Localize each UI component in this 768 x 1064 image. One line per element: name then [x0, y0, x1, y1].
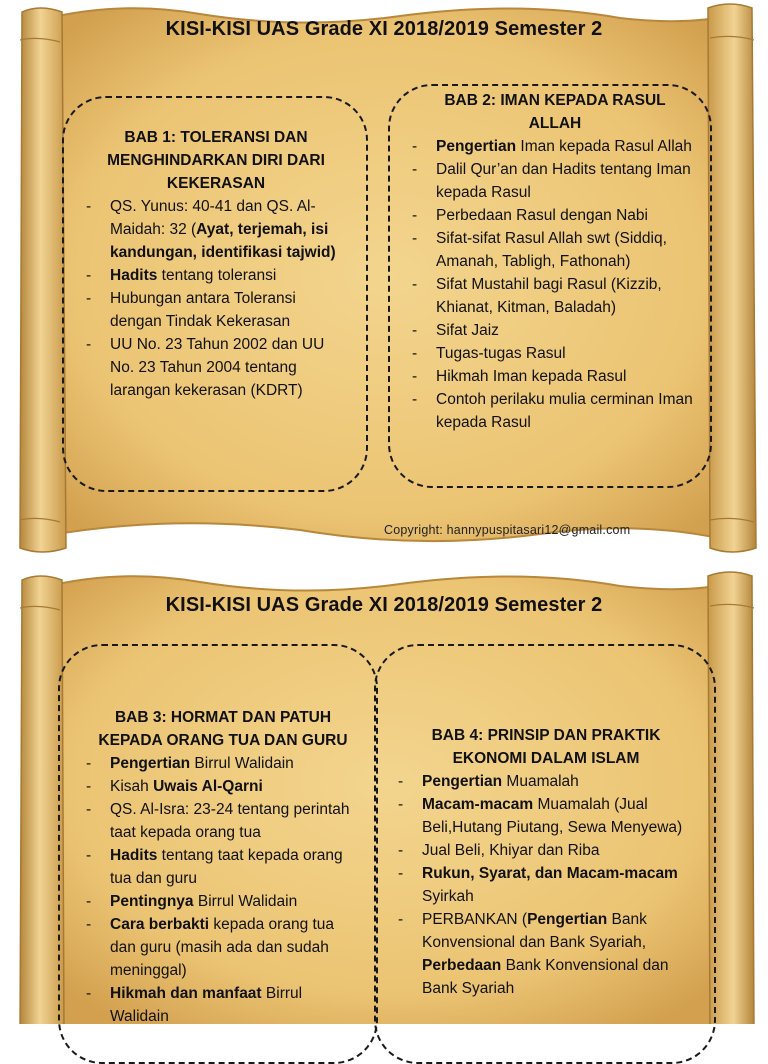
list-item [396, 793, 696, 839]
item-text: Contoh perilaku mulia cerminan Iman kepada Rasul [436, 391, 693, 431]
item-text: Perbedaan Rasul dengan Nabi [436, 207, 648, 224]
item-text: Hikmah Iman kepada Rasul [436, 368, 627, 385]
bold-text: Perbedaan [422, 957, 502, 974]
bab4-heading: BAB 4: PRINSIP DAN PRAKTIK EKONOMI DALAM ISLAM [431, 727, 661, 767]
page-title-2: KISI-KISI UAS Grade XI 2018/2019 Semester 2 [165, 594, 603, 616]
bold-text: Cara berbakti [110, 916, 210, 933]
list-item [84, 982, 362, 1028]
list-item [84, 844, 362, 890]
bab3-list [84, 752, 362, 1028]
list-item [84, 913, 362, 982]
item-text: Muamalah (Jual Beli,Hutang Piutang, Sewa Menyewa) [422, 796, 683, 836]
item-text: Birrul Walidain [193, 893, 298, 910]
list-item [396, 862, 696, 908]
list-item [410, 158, 700, 204]
list-item [84, 775, 362, 798]
item-text: Bank Konvensional dan Bank Syariah [422, 957, 669, 997]
list-item [410, 365, 700, 388]
bold-text: Uwais Al-Qarni [153, 778, 263, 795]
page-title-1: KISI-KISI UAS Grade XI 2018/2019 Semester 2 [165, 18, 603, 40]
list-item [410, 227, 700, 273]
item-text: UU No. 23 Tahun 2002 dan UU No. 23 Tahun 2004 tentang larangan kekerasan (KDRT) [110, 336, 325, 399]
bold-text: Pentingnya [110, 893, 194, 910]
bab2-heading: BAB 2: IMAN KEPADA RASUL ALLAH [444, 92, 666, 132]
copyright-text: Copyright: hannypuspitasari12@gmail.com [384, 523, 631, 537]
list-item [410, 319, 700, 342]
item-text: PERBANKAN ( [422, 911, 528, 928]
list-item [410, 204, 700, 227]
item-text: Dalil Qur’an dan Hadits tentang Iman kepada Rasul [436, 161, 691, 201]
bab3-section [84, 706, 362, 1028]
list-item [410, 388, 700, 434]
bold-text: Pengertian [110, 755, 191, 772]
item-text: kepada orang tua dan guru (masih ada dan sudah meninggal) [110, 916, 335, 979]
bold-text: Macam-macam [422, 796, 534, 813]
bold-text: Ayat, terjemah, isi kandungan, identifikasi tajwid) [110, 221, 336, 261]
item-text: Sifat-sifat Rasul Allah swt (Siddiq, Amanah, Tabligh, Fathonah) [436, 230, 667, 270]
bold-text: Pengertian [436, 138, 517, 155]
list-item [410, 273, 700, 319]
item-text: Sifat Mustahil bagi Rasul (Kizzib, Khianat, Kitman, Baladah) [436, 276, 662, 316]
bab1-section [84, 126, 348, 402]
item-text: Tugas-tugas Rasul [436, 345, 566, 362]
item-text: QS. Al-Isra: 23-24 tentang perintah taat kepada orang tua [110, 801, 350, 841]
list-item [84, 890, 362, 913]
item-text: Kisah [110, 778, 154, 795]
bab3-heading: BAB 3: HORMAT DAN PATUH KEPADA ORANG TUA DAN GURU [98, 709, 348, 749]
list-item [84, 333, 348, 402]
list-item [84, 287, 348, 333]
list-item [396, 770, 696, 793]
list-item [84, 195, 348, 264]
bab4-section [396, 724, 696, 1000]
item-text: tentang toleransi [157, 267, 277, 284]
bab4-list [396, 770, 696, 1000]
bold-text: Hikmah dan manfaat [110, 985, 262, 1002]
bab2-list [410, 135, 700, 434]
bold-text: Rukun, Syarat, dan Macam-macam [422, 865, 678, 882]
bold-text: Hadits [110, 267, 158, 284]
item-text: Birrul Walidain [110, 985, 303, 1025]
item-text: Jual Beli, Khiyar dan Riba [422, 842, 600, 859]
item-text: Bank Konvensional dan Bank Syariah, [422, 911, 647, 951]
list-item [84, 798, 362, 844]
bab2-section [410, 89, 700, 434]
list-item [410, 342, 700, 365]
bab1-list [84, 195, 348, 402]
list-item [396, 908, 696, 1000]
item-text: Sifat Jaiz [436, 322, 499, 339]
list-item [84, 264, 348, 287]
bab1-heading: BAB 1: TOLERANSI DAN MENGHINDARKAN DIRI DARI KEKERASAN [107, 129, 325, 192]
bold-text: Pengertian [527, 911, 608, 928]
item-text: Hubungan antara Toleransi dengan Tindak Kekerasan [110, 290, 296, 330]
list-item [410, 135, 700, 158]
item-text: tentang taat kepada orang tua dan guru [110, 847, 343, 887]
item-text: QS. Yunus: 40-41 dan QS. Al-Maidah: 32 ( [110, 198, 316, 238]
list-item [84, 752, 362, 775]
list-item [396, 839, 696, 862]
bold-text: Pengertian [422, 773, 503, 790]
item-text: Syirkah [422, 888, 474, 905]
item-text: Birrul Walidain [190, 755, 294, 772]
item-text: Iman kepada Rasul Allah [516, 138, 692, 155]
item-text: Muamalah [502, 773, 579, 790]
bold-text: Hadits [110, 847, 158, 864]
